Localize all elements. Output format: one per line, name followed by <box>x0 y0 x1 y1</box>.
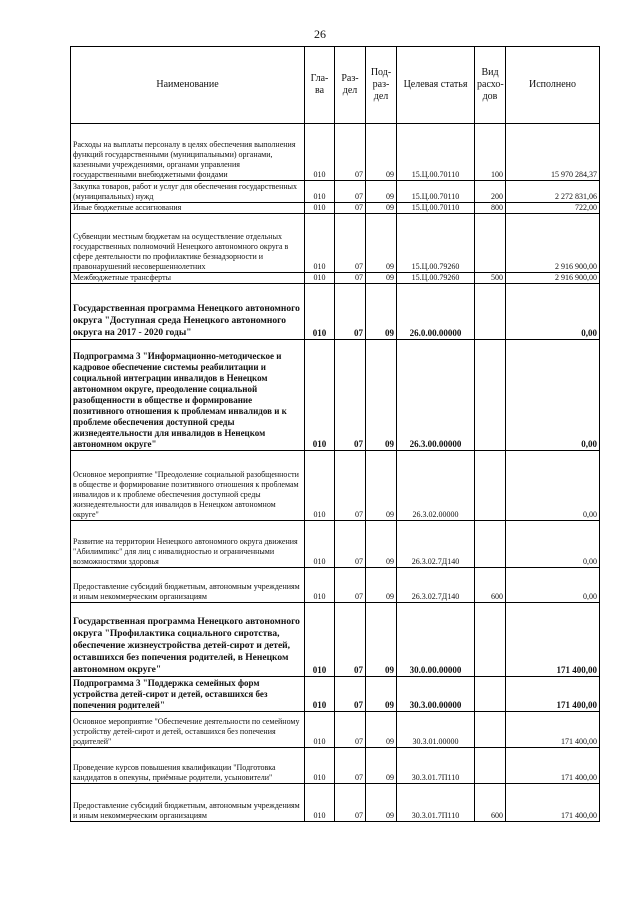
row-target: 15.Ц.00.70110 <box>397 124 475 181</box>
row-subsection: 09 <box>366 340 397 451</box>
row-target: 30.3.01.7П110 <box>397 784 475 822</box>
header-executed: Исполнено <box>506 47 600 124</box>
row-executed: 2 916 900,00 <box>506 273 600 284</box>
table-row <box>71 712 600 748</box>
row-section: 07 <box>335 603 366 677</box>
row-name: Государственная программа Ненецкого автономного округа "Профилактика социального сиротства, обеспечение жизнеустройства детей-сирот и детей, оставшихся без попечения родителей, в Ненецком автономном округе" <box>71 603 305 677</box>
row-name: Расходы на выплаты персоналу в целях обеспечения выполнения функций государственными (муниципальными) органами, казенными учреждениями, органами управления государственными внебюджетными фондами <box>71 124 305 181</box>
row-executed: 171 400,00 <box>506 712 600 748</box>
row-type <box>475 451 506 521</box>
budget-table <box>70 46 600 822</box>
table-row <box>71 748 600 784</box>
table-row <box>71 181 600 203</box>
row-name: Предоставление субсидий бюджетным, автономным учреждениям и иным некоммерческим организациям <box>71 568 305 603</box>
table-row <box>71 451 600 521</box>
row-target: 30.3.01.7П110 <box>397 748 475 784</box>
row-chapter: 010 <box>305 451 335 521</box>
row-chapter: 010 <box>305 181 335 203</box>
table-row <box>71 603 600 677</box>
row-section: 07 <box>335 124 366 181</box>
row-subsection: 09 <box>366 521 397 568</box>
row-subsection: 09 <box>366 181 397 203</box>
row-executed: 0,00 <box>506 521 600 568</box>
header-section: Раз-дел <box>335 47 366 124</box>
row-target: 30.0.00.00000 <box>397 603 475 677</box>
row-target: 30.3.00.00000 <box>397 677 475 712</box>
row-executed: 15 970 284,37 <box>506 124 600 181</box>
row-section: 07 <box>335 748 366 784</box>
header-row <box>71 47 600 124</box>
row-section: 07 <box>335 273 366 284</box>
row-name: Подпрограмма 3 "Информационно-методическое и кадровое обеспечение системы реабилитации и социальной интеграции инвалидов в Ненецком автономном округе, преодоление социальной разобщенности в обществе и формирование позитивного отношения к проблемам инвалидов и к проблеме обеспечения доступной среды жизнедеятельности для инвалидов в Ненецком автономном округе" <box>71 340 305 451</box>
row-target: 30.3.01.00000 <box>397 712 475 748</box>
row-chapter: 010 <box>305 568 335 603</box>
table-row <box>71 273 600 284</box>
row-chapter: 010 <box>305 677 335 712</box>
row-name: Межбюджетные трансферты <box>71 273 305 284</box>
row-executed: 2 272 831,06 <box>506 181 600 203</box>
row-chapter: 010 <box>305 203 335 214</box>
row-type: 500 <box>475 273 506 284</box>
row-type: 200 <box>475 181 506 203</box>
row-target: 26.0.00.00000 <box>397 284 475 340</box>
row-section: 07 <box>335 340 366 451</box>
row-chapter: 010 <box>305 273 335 284</box>
table-row <box>71 124 600 181</box>
row-subsection: 09 <box>366 677 397 712</box>
row-name: Предоставление субсидий бюджетным, автономным учреждениям и иным некоммерческим организациям <box>71 784 305 822</box>
page-number: 26 <box>314 27 326 41</box>
row-section: 07 <box>335 214 366 273</box>
table-row <box>71 284 600 340</box>
row-section: 07 <box>335 203 366 214</box>
row-type <box>475 521 506 568</box>
row-executed: 171 400,00 <box>506 784 600 822</box>
table-row <box>71 568 600 603</box>
row-subsection: 09 <box>366 784 397 822</box>
row-executed: 0,00 <box>506 568 600 603</box>
row-chapter: 010 <box>305 784 335 822</box>
table-row <box>71 203 600 214</box>
row-type: 600 <box>475 784 506 822</box>
row-executed: 722,00 <box>506 203 600 214</box>
row-chapter: 010 <box>305 603 335 677</box>
row-target: 26.3.02.00000 <box>397 451 475 521</box>
row-type <box>475 340 506 451</box>
header-chapter: Гла-ва <box>305 47 335 124</box>
row-executed: 171 400,00 <box>506 603 600 677</box>
row-chapter: 010 <box>305 712 335 748</box>
header-subsection: Под-раз-дел <box>366 47 397 124</box>
row-section: 07 <box>335 784 366 822</box>
row-subsection: 09 <box>366 124 397 181</box>
row-section: 07 <box>335 451 366 521</box>
row-subsection: 09 <box>366 273 397 284</box>
row-chapter: 010 <box>305 214 335 273</box>
row-type <box>475 748 506 784</box>
row-name: Субвенции местным бюджетам на осуществление отдельных государственных полномочий Ненецкого автономного округа в сфере деятельности по профилактике безнадзорности и правонарушений несовершеннолетних <box>71 214 305 273</box>
row-executed: 2 916 900,00 <box>506 214 600 273</box>
row-section: 07 <box>335 712 366 748</box>
row-name: Развитие на территории Ненецкого автономного округа движения "Абилимпикс" для лиц с инвалидностью и ограниченными возможностями здоровья <box>71 521 305 568</box>
row-subsection: 09 <box>366 214 397 273</box>
row-type: 600 <box>475 568 506 603</box>
row-subsection: 09 <box>366 748 397 784</box>
row-target: 26.3.02.7Д140 <box>397 568 475 603</box>
row-chapter: 010 <box>305 521 335 568</box>
row-section: 07 <box>335 677 366 712</box>
row-type: 100 <box>475 124 506 181</box>
row-target: 15.Ц.00.79260 <box>397 214 475 273</box>
row-subsection: 09 <box>366 284 397 340</box>
row-target: 26.3.00.00000 <box>397 340 475 451</box>
row-executed: 171 400,00 <box>506 677 600 712</box>
header-target: Целевая статья <box>397 47 475 124</box>
table-row <box>71 214 600 273</box>
header-name: Наименование <box>71 47 305 124</box>
row-executed: 0,00 <box>506 340 600 451</box>
row-name: Иные бюджетные ассигнования <box>71 203 305 214</box>
row-chapter: 010 <box>305 340 335 451</box>
row-subsection: 09 <box>366 712 397 748</box>
row-executed: 0,00 <box>506 451 600 521</box>
row-target: 15.Ц.00.70110 <box>397 203 475 214</box>
row-executed: 0,00 <box>506 284 600 340</box>
row-target: 15.Ц.00.70110 <box>397 181 475 203</box>
table-row <box>71 784 600 822</box>
row-name: Подпрограмма 3 "Поддержка семейных форм устройства детей-сирот и детей, оставшихся без попечения родителей" <box>71 677 305 712</box>
row-subsection: 09 <box>366 451 397 521</box>
row-target: 26.3.02.7Д140 <box>397 521 475 568</box>
row-name: Государственная программа Ненецкого автономного округа "Доступная среда Ненецкого автономного округа на 2017 - 2020 годы" <box>71 284 305 340</box>
row-type <box>475 712 506 748</box>
row-type <box>475 603 506 677</box>
row-name: Закупка товаров, работ и услуг для обеспечения государственных (муниципальных) нужд <box>71 181 305 203</box>
row-section: 07 <box>335 521 366 568</box>
header-expense-type: Вид расхо-дов <box>475 47 506 124</box>
row-name: Основное мероприятие "Преодоление социальной разобщенности в обществе и формирование позитивного отношения к проблемам инвалидов и к проблеме обеспечения доступной среды жизнедеятельности для инвалидов в Ненецком автономном округе" <box>71 451 305 521</box>
row-type: 800 <box>475 203 506 214</box>
row-subsection: 09 <box>366 603 397 677</box>
row-subsection: 09 <box>366 568 397 603</box>
row-subsection: 09 <box>366 203 397 214</box>
row-section: 07 <box>335 284 366 340</box>
row-chapter: 010 <box>305 284 335 340</box>
row-target: 15.Ц.00.79260 <box>397 273 475 284</box>
row-section: 07 <box>335 568 366 603</box>
row-chapter: 010 <box>305 748 335 784</box>
row-type <box>475 284 506 340</box>
table-row <box>71 677 600 712</box>
row-chapter: 010 <box>305 124 335 181</box>
row-type <box>475 214 506 273</box>
row-section: 07 <box>335 181 366 203</box>
row-name: Проведение курсов повышения квалификации "Подготовка кандидатов в опекуны, приёмные родители, усыновители" <box>71 748 305 784</box>
table-row <box>71 521 600 568</box>
table-row <box>71 340 600 451</box>
row-name: Основное мероприятие "Обеспечение деятельности по семейному устройству детей-сирот и детей, оставшихся без попечения родителей" <box>71 712 305 748</box>
row-executed: 171 400,00 <box>506 748 600 784</box>
row-type <box>475 677 506 712</box>
